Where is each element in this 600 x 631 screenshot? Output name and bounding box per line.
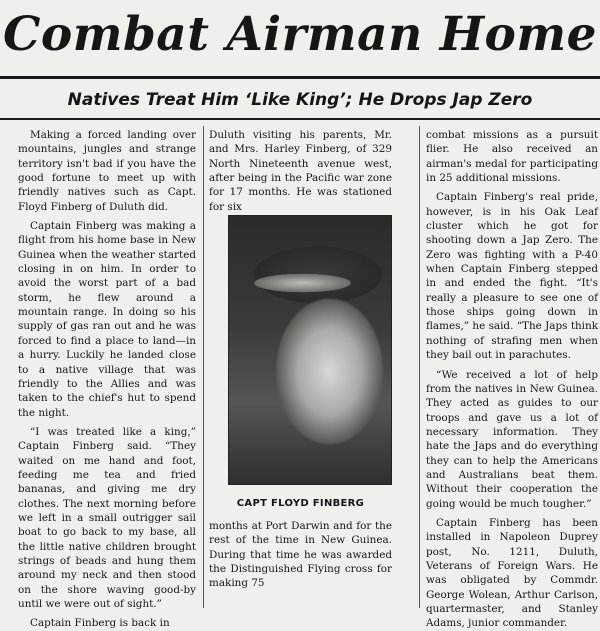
headline-rule [0, 76, 600, 79]
paragraph: Captain Finberg was making a flight from his home base in New Guinea when the weather started closing in on him. In order to avoid the worst part of a bad storm, he flew around a mountain range. In doing so his supply of gas ran out and he was forced to find a place to land—in a hurry. Luckily he landed close to a native village that was friendly to the Allies and was taken to the chief's hut to spend the night. [18, 220, 196, 419]
paragraph: combat missions as a pursuit flier. He also received an airman's medal for participating in 25 additional missions. [426, 129, 598, 185]
paragraph: Captain Finberg's real pride, however, is in his Oak Leaf cluster which he got for shooting down a Jap Zero. The Zero was fighting with a P-40 when Captain Finberg stepped in and ended the fight. “It's really a pleasure to see one of those ships going down in flames,” he said. “The Japs think nothing of strafing men when they bail out in parachutes. [426, 191, 598, 362]
article-column-3 [426, 128, 598, 630]
subheadline: Natives Treat Him ‘Like King’; He Drops Jap Zero [67, 90, 533, 110]
column-divider-2 [419, 126, 420, 608]
cap-visor-shading [235, 270, 370, 296]
paragraph: “We received a lot of help from the natives in New Guinea. They acted as guides to our troops and gave us a lot of necessary information. They hate the Japs and do everything they can to help the Americans and Australians beat them. Without their cooperation the going would be much tougher.” [426, 368, 598, 510]
paragraph: Making a forced landing over mountains, jungles and strange territory isn't bad if you have the good fortune to meet up with friendly natives such as Capt. Floyd Finberg of Duluth did. [18, 129, 196, 213]
paragraph: Captain Finberg has been installed in Napoleon Duprey post, No. 1211, Duluth, Veterans of Foreign Wars. He was obligated by Commdr. George Wolean, Arthur Carlson, quartermaster, and Stanley Adams, junior commander. [426, 516, 598, 630]
photo-caption: CAPT FLOYD FINBERG [236, 498, 365, 509]
portrait-photo [228, 215, 392, 485]
paragraph: Duluth visiting his parents, Mr. and Mrs. Harley Finberg, of 329 North Nineteenth avenue west, after being in the Pacific war zone for 17 months. He was stationed for six [209, 129, 392, 213]
paragraph: months at Port Darwin and for the rest of the time in New Guinea. During that time he was awarded the Distinguished Flying cross for making 75 [209, 520, 392, 590]
article-column-2-bottom [209, 519, 392, 607]
article-column-2-top [209, 128, 392, 213]
subheadline-rule [0, 118, 600, 120]
paragraph: “I was treated like a king,” Captain Finberg said. “They waited on me hand and foot, feeding me tea and fried bananas, and giving me dry clothes. The next morning before we left in a small outrigger sail boat to go back to my base, all the little native children brought strings of beads and hung them around my neck and then stood on the shore waving good-by until we were out of sight.” [18, 425, 196, 610]
column-divider-1 [203, 126, 204, 608]
article-column-1 [18, 128, 196, 630]
paragraph: Captain Finberg is back in [30, 617, 170, 630]
headline: Combat Airman Home [2, 7, 598, 62]
